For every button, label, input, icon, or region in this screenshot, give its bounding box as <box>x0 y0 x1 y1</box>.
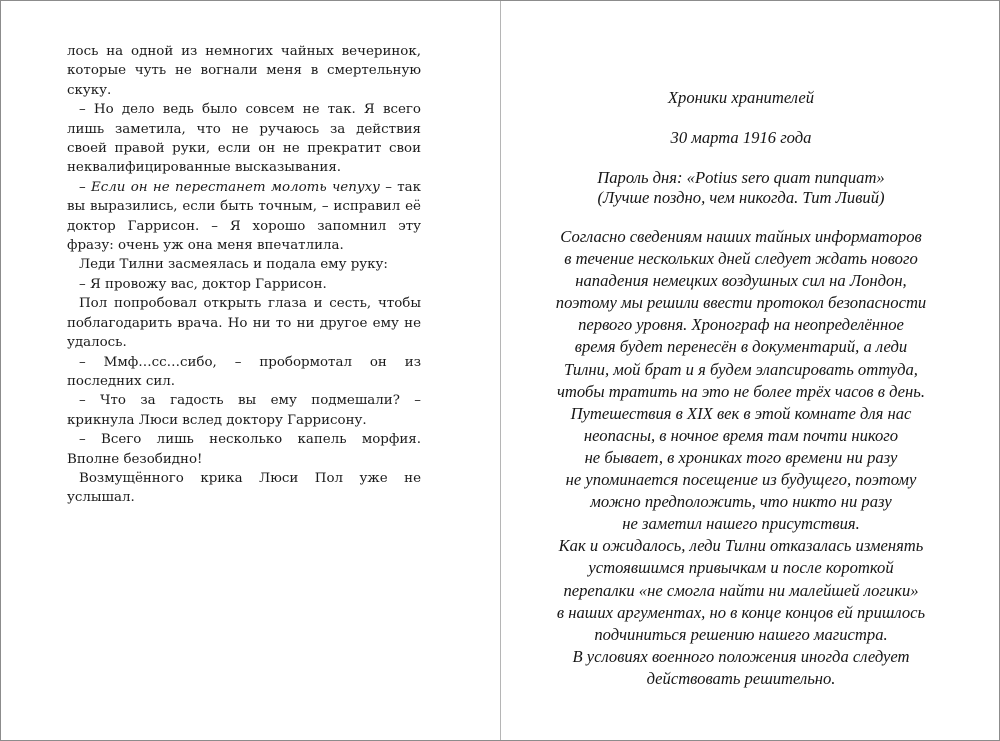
body-line: время будет перенесён в документарий, а леди <box>574 337 908 357</box>
paragraph-4: Леди Тилни засмеялась и подала ему руку: <box>79 257 388 273</box>
body-line: действовать решительно. <box>646 668 836 688</box>
password-line: Пароль дня: «Potius sero quam nunquam» <box>597 168 885 187</box>
body-line: нападения немецких воздушных сил на Лондон, <box>575 271 907 291</box>
body-line: можно предположить, что никто ни разу <box>590 492 892 512</box>
chronicle-date: 30 марта 1916 года <box>670 128 812 147</box>
paragraph-3-italic: – Если он не перестанет молоть чепуху <box>79 179 380 195</box>
body-line: Путешествия в XIX век в этой комнате для нас <box>570 403 912 423</box>
body-line: чтобы тратить на это не более трёх часов в день. <box>557 381 925 401</box>
paragraph-3 <box>67 178 421 256</box>
paragraph-5: – Я провожу вас, доктор Гаррисон. <box>79 276 327 292</box>
body-line: перепалки «не смогла найти ни малейшей логики» <box>563 580 919 600</box>
body-line: Тилни, мой брат и я будем элапсировать оттуда, <box>564 359 918 379</box>
body-line: не бывает, в хрониках того времени ни разу <box>584 447 898 467</box>
paragraph-1: лось на одной из немногих чайных вечеринок, которые чуть не вогнали меня в смертельную скуку. <box>67 44 421 98</box>
password-translation: (Лучше поздно, чем никогда. Тит Ливий) <box>597 188 885 207</box>
body-line: не упоминается посещение из будущего, поэтому <box>565 470 917 490</box>
body-line: Как и ожидалось, леди Тилни отказалась изменять <box>558 536 924 556</box>
body-line: первого уровня. Хронограф на неопределённое <box>578 315 904 335</box>
paragraph-2: – Но дело ведь было совсем не так. Я всего лишь заметила, что не ручаюсь за действия своей правой руки, если он не прекратит свои неквалифицированные высказывания. <box>67 102 421 176</box>
paragraph-10: Возмущённого крика Люси Пол уже не услышал. <box>67 470 421 506</box>
body-line: в наших аргументах, но в конце концов ей пришлось <box>556 602 926 622</box>
paragraph-7: – Ммф…сс…сибо, – пробормотал он из последних сил. <box>67 354 421 389</box>
body-line: не заметил нашего присутствия. <box>622 514 860 534</box>
body-line: Согласно сведениям наших тайных информаторов <box>560 227 922 246</box>
right-page <box>531 88 951 690</box>
body-line: В условиях военного положения иногда следует <box>572 646 910 666</box>
paragraph-3-rest: – так вы выразились, если быть точным, – исправил её доктор Гаррисон. – Я хорошо запомнил эту фразу: очень уж она меня впечатлила. <box>67 179 421 254</box>
chronicle-body <box>531 226 951 690</box>
paragraph-9: – Всего лишь несколько капель морфия. Вполне безобидно! <box>67 432 421 467</box>
paragraph-8: – Что за гадость вы ему подмешали? – крикнула Люси вслед доктору Гаррисону. <box>67 393 421 428</box>
paragraph-6: Пол попробовал открыть глаза и сесть, чтобы поблагодарить врача. Но ни то ни другое ему не удалось. <box>67 296 421 351</box>
body-line: подчиниться решению нашего магистра. <box>594 624 888 644</box>
body-line: поэтому мы решили ввести протокол безопасности <box>555 293 927 313</box>
page-gutter <box>500 1 501 740</box>
body-line: неопасны, в ночное время там почти никого <box>583 425 899 445</box>
left-page <box>67 42 421 508</box>
body-line: устоявшимся привычкам и после короткой <box>588 558 894 578</box>
body-line: в течение нескольких дней следует ждать нового <box>564 249 918 269</box>
chronicle-title: Хроники хранителей <box>667 88 815 107</box>
